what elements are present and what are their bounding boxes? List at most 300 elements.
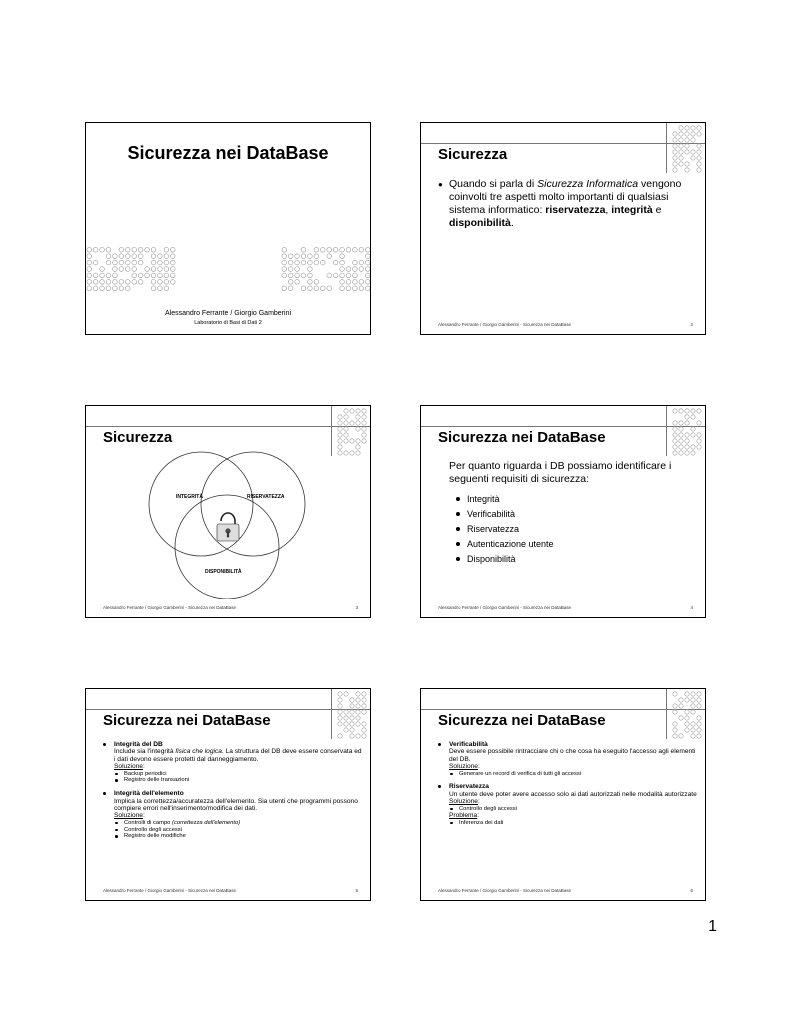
slide-title: Sicurezza [103, 429, 173, 446]
decor-dot [288, 260, 293, 265]
decor-dot [350, 716, 354, 720]
decor-dot [100, 247, 105, 252]
decor-dot [356, 451, 360, 455]
decor-dot [685, 698, 689, 702]
decor-dot [365, 286, 370, 291]
bullet: ● [438, 180, 443, 189]
slide-title: Sicurezza nei DataBase [438, 712, 606, 729]
header-rule [86, 709, 370, 710]
decor-dot [132, 254, 137, 259]
decor-dot [170, 267, 175, 272]
decor-dot [359, 267, 364, 272]
decor-dot [119, 267, 124, 272]
decor-dot [340, 267, 345, 272]
decor-dot [338, 421, 342, 425]
decor-dot [282, 247, 287, 252]
decor-dot [350, 734, 354, 738]
decor-dot [691, 409, 695, 413]
decor-dot [679, 409, 683, 413]
decor-dot [691, 451, 695, 455]
decor-dot [100, 273, 105, 278]
decor-dot [338, 710, 342, 714]
decor-dot [673, 445, 677, 449]
decor-dot [106, 247, 111, 252]
decor-dot [679, 704, 683, 708]
decor-dot [365, 280, 370, 285]
decor-dot [170, 247, 175, 252]
decor-dot [697, 162, 701, 166]
decor-dot [679, 126, 683, 130]
decor-dot [301, 260, 306, 265]
slide-body [103, 741, 363, 846]
decor-dot [697, 156, 701, 160]
decor-dot [679, 156, 683, 160]
slide-title: Sicurezza nei DataBase [438, 429, 606, 446]
decor-dot [164, 247, 169, 252]
decor-dot [164, 286, 169, 291]
decor-dot [685, 439, 689, 443]
decor-dot [288, 280, 293, 285]
decor-dot [87, 273, 92, 278]
decor-dot [685, 409, 689, 413]
decor-dot [106, 286, 111, 291]
decor-dot [113, 260, 118, 265]
slide-title: Sicurezza nei DataBase [103, 712, 271, 729]
decor-dot [338, 445, 342, 449]
decor-dot [132, 273, 137, 278]
decor-dot [673, 144, 677, 148]
decor-dot [346, 280, 351, 285]
decor-dot [673, 704, 677, 708]
decor-dot [679, 144, 683, 148]
solution-label: Soluzione: [449, 763, 480, 771]
authors: Alessandro Ferrante / Giorgio Gamberini [164, 310, 292, 317]
decor-dot [685, 421, 689, 425]
decor-dot [100, 280, 105, 285]
bullet [456, 542, 460, 546]
decor-dot [308, 273, 313, 278]
decor-dot [295, 280, 300, 285]
decor-dot [691, 415, 695, 419]
decor-dot [314, 247, 319, 252]
decor-dot [685, 150, 689, 154]
section-heading: Integrità del DB [103, 741, 363, 748]
decor-dot [679, 439, 683, 443]
decor-dot [350, 704, 354, 708]
decor-dot [350, 722, 354, 726]
decor-dot [145, 247, 150, 252]
header-rule-vertical [666, 406, 667, 456]
decor-dot [288, 273, 293, 278]
decor-dot [132, 267, 137, 272]
decor-dot [170, 260, 175, 265]
decor-dot [359, 286, 364, 291]
header-rule [86, 426, 370, 427]
decor-dot [308, 280, 313, 285]
decor-dot [356, 710, 360, 714]
decor-dot [308, 267, 313, 272]
decor-dot [673, 710, 677, 714]
list-item: Backup periodici [103, 771, 363, 778]
list-item: Controllo degli accessi [438, 806, 698, 813]
decor-dot [158, 273, 163, 278]
decor-dot [685, 710, 689, 714]
decor-dot [113, 273, 118, 278]
decor-dot [362, 698, 366, 702]
decor-dot [87, 260, 92, 265]
venn-label-integrita: INTEGRITÀ [176, 494, 203, 500]
decor-dot [353, 286, 358, 291]
decor-dot [685, 168, 689, 172]
list-item: Controlli di campo (correttezza dell'elemento) [103, 820, 363, 827]
decor-dot [350, 710, 354, 714]
decor-dot [362, 415, 366, 419]
decor-dot [338, 433, 342, 437]
bullet [103, 743, 106, 746]
decor-dot [338, 439, 342, 443]
decor-dot [353, 267, 358, 272]
decor-dot [151, 286, 156, 291]
decor-dot [113, 254, 118, 259]
header-rule-vertical [666, 123, 667, 173]
slide-6 [420, 688, 706, 901]
decor-dot [308, 286, 313, 291]
decor-dot [673, 421, 677, 425]
decor-dot [344, 728, 348, 732]
decor-dot [685, 716, 689, 720]
decor-dot [314, 260, 319, 265]
decor-dot [679, 421, 683, 425]
decor-dot [106, 280, 111, 285]
decor-dot [362, 734, 366, 738]
decor-dot [365, 254, 370, 259]
decor-dot [132, 260, 137, 265]
decor-dot [158, 260, 163, 265]
decor-dot [308, 260, 313, 265]
decor-dot [158, 267, 163, 272]
decor-dot [338, 698, 342, 702]
decor-dot [344, 710, 348, 714]
decor-dot [333, 273, 338, 278]
decor-dot [673, 168, 677, 172]
decor-dot [691, 704, 695, 708]
decor-dot [158, 280, 163, 285]
decor-dot [338, 704, 342, 708]
decor-dot [685, 138, 689, 142]
decor-dot [327, 273, 332, 278]
decor-dot [691, 734, 695, 738]
decor-dot [346, 273, 351, 278]
decor-dot [164, 267, 169, 272]
decor-dot [338, 692, 342, 696]
decor-dot [691, 722, 695, 726]
decor-dot [685, 722, 689, 726]
slide-number: 4 [690, 605, 693, 610]
decor-dot [113, 280, 118, 285]
decor-dot [282, 254, 287, 259]
decor-dot [356, 439, 360, 443]
decor-dot [87, 247, 92, 252]
decor-dot [697, 433, 701, 437]
decor-dot [362, 722, 366, 726]
decor-dot [362, 692, 366, 696]
decor-dot [353, 280, 358, 285]
decor-dot [691, 138, 695, 142]
decor-dot [685, 451, 689, 455]
decor-dot [288, 254, 293, 259]
decor-dot [333, 260, 338, 265]
decor-dot [93, 273, 98, 278]
decor-dot [158, 286, 163, 291]
list-item: Inferenza dei dati [438, 820, 698, 827]
decor-dot [338, 415, 342, 419]
decor-dot [119, 247, 124, 252]
decor-dot [164, 260, 169, 265]
decor-dot [340, 286, 345, 291]
decor-dot [691, 132, 695, 136]
decor-dot [338, 716, 342, 720]
decor-dot [673, 451, 677, 455]
decor-dot [350, 451, 354, 455]
decor-dot [350, 728, 354, 732]
decor-dot [125, 247, 130, 252]
decor-dot [697, 421, 701, 425]
decor-dot [673, 728, 677, 732]
decor-dot [346, 267, 351, 272]
slide-number: 2 [690, 322, 693, 327]
decor-dot [295, 254, 300, 259]
bullet [456, 512, 460, 516]
decor-dot [356, 734, 360, 738]
decor-dot [691, 126, 695, 130]
slide-number: 6 [690, 888, 693, 893]
decor-dot [685, 162, 689, 166]
decor-dot [327, 247, 332, 252]
decor-dot [344, 716, 348, 720]
solution-label: Soluzione: [114, 763, 145, 771]
decor-dot [340, 280, 345, 285]
section-text: Un utente deve poter avere accesso solo ai dati autorizzati nelle modalità autorizzate [449, 790, 697, 798]
decor-dot [301, 254, 306, 259]
decor-dot [344, 451, 348, 455]
decor-dot [301, 286, 306, 291]
decor-dot [113, 286, 118, 291]
decor-dot [362, 427, 366, 431]
slide-3 [85, 405, 371, 618]
decor-dot [132, 247, 137, 252]
decor-dot [350, 698, 354, 702]
problem-label: Problema: [449, 812, 480, 820]
decor-dot [170, 273, 175, 278]
list-item: Controllo degli accessi [103, 827, 363, 834]
venn-label-disponibilita: DISPONIBILITÀ [205, 569, 242, 575]
decor-dot [362, 421, 366, 425]
slide-number: 3 [355, 605, 358, 610]
section-auditability [438, 741, 698, 777]
decor-dot [164, 280, 169, 285]
slide-body [438, 741, 698, 833]
slide-footer: Alessandro Ferrante / Giorgio Gamberini - Sicurezza nei DataBase [103, 888, 237, 893]
decor-dot [106, 254, 111, 259]
decor-dot [170, 254, 175, 259]
decor-dot [93, 247, 98, 252]
slide-2 [420, 122, 706, 335]
decor-dot [356, 716, 360, 720]
section-heading: Riservatezza [438, 783, 698, 790]
decor-dot [362, 409, 366, 413]
decor-dot [125, 286, 130, 291]
decor-dot [314, 280, 319, 285]
decor-dot [353, 273, 358, 278]
decor-dot [365, 267, 370, 272]
corner-dot-pattern [671, 408, 703, 456]
decor-dot [679, 445, 683, 449]
decor-dot [170, 280, 175, 285]
decor-dot [679, 451, 683, 455]
bullet [456, 557, 460, 561]
slide-footer: Alessandro Ferrante / Giorgio Gamberini - Sicurezza nei DataBase [438, 322, 572, 327]
decor-dot [359, 280, 364, 285]
decor-dot [356, 409, 360, 413]
decor-dot [353, 247, 358, 252]
decor-dot [119, 260, 124, 265]
decor-dot [338, 451, 342, 455]
decor-dot [673, 439, 677, 443]
decor-dot [356, 421, 360, 425]
decor-dot [350, 409, 354, 413]
decor-dot [340, 273, 345, 278]
decor-dot [340, 254, 345, 259]
decor-dot [138, 254, 143, 259]
decor-dot [353, 260, 358, 265]
decor-dot [362, 710, 366, 714]
venn-label-riservatezza: RISERVATEZZA [247, 494, 285, 500]
decor-dot [673, 156, 677, 160]
decor-dot [87, 267, 92, 272]
decor-dot [356, 692, 360, 696]
header-rule-vertical [666, 689, 667, 739]
decor-dot [673, 162, 677, 166]
decor-dot [320, 260, 325, 265]
bullet [456, 497, 460, 501]
decor-dot [691, 433, 695, 437]
decor-dot [697, 704, 701, 708]
decor-dot [151, 280, 156, 285]
decor-dot [338, 427, 342, 431]
decor-dot [100, 267, 105, 272]
decor-dot [164, 273, 169, 278]
decor-dot [679, 734, 683, 738]
decor-dot [295, 273, 300, 278]
corner-dot-pattern [336, 691, 368, 739]
list-item: Disponibilità [456, 551, 554, 566]
decor-dot [679, 138, 683, 142]
decor-dot [344, 433, 348, 437]
slide-title: Sicurezza nei DataBase [127, 143, 329, 163]
decor-dot [119, 254, 124, 259]
list-item: Riservatezza [456, 521, 554, 536]
decor-dot [356, 445, 360, 449]
decor-dot [346, 286, 351, 291]
decor-dot [685, 132, 689, 136]
decor-dot [106, 273, 111, 278]
header-rule [421, 709, 705, 710]
padlock-icon [217, 513, 239, 541]
slide-footer: Alessandro Ferrante / Giorgio Gamberini - Sicurezza nei DataBase [438, 888, 572, 893]
decor-dot [119, 286, 124, 291]
slide-footer: Alessandro Ferrante / Giorgio Gamberini - Sicurezza nei DataBase [103, 605, 237, 610]
decor-dot [295, 267, 300, 272]
slide-5 [85, 688, 371, 901]
venn-diagram [141, 449, 311, 599]
decor-dot [691, 698, 695, 702]
decor-dot [365, 247, 370, 252]
decor-dot [344, 421, 348, 425]
decor-dot [138, 280, 143, 285]
decor-dot [673, 433, 677, 437]
venn-circle-disponibilita [175, 495, 279, 599]
decor-dot [320, 247, 325, 252]
header-rule-vertical [331, 689, 332, 739]
decor-dot [344, 409, 348, 413]
decor-dot [356, 704, 360, 708]
decor-dot [350, 439, 354, 443]
decor-dot [138, 273, 143, 278]
decor-dot [106, 260, 111, 265]
decor-dot [691, 728, 695, 732]
decor-dot [333, 247, 338, 252]
decor-dot [125, 260, 130, 265]
decor-dot [685, 728, 689, 732]
section-heading: Integrità dell'elemento [103, 790, 363, 797]
list-item: Generare un record di verifica di tutti gli accessi [438, 771, 698, 778]
decor-dot [685, 445, 689, 449]
slide-intro: Per quanto riguarda i DB possiamo identificare i seguenti requisiti di sicurezza: [449, 460, 672, 485]
decor-dot [697, 728, 701, 732]
decor-dot [691, 445, 695, 449]
corner-dot-pattern [336, 408, 368, 456]
decor-dot [691, 692, 695, 696]
decor-dot [691, 710, 695, 714]
decor-dot [697, 692, 701, 696]
decor-dot [151, 247, 156, 252]
decor-dot [87, 254, 92, 259]
decor-dot [327, 286, 332, 291]
decor-dot [365, 273, 370, 278]
decor-dot [697, 716, 701, 720]
decor-dot [301, 247, 306, 252]
decor-dot [282, 260, 287, 265]
decor-dot [282, 273, 287, 278]
decor-dot [301, 273, 306, 278]
decor-dot [356, 722, 360, 726]
dot-pattern-right [281, 240, 371, 298]
header-rule-vertical [331, 406, 332, 456]
decor-dot [113, 267, 118, 272]
dot-pattern-left [86, 240, 176, 298]
decor-dot [119, 280, 124, 285]
decor-dot [679, 716, 683, 720]
header-rule [421, 143, 705, 144]
list-item: Registro delle modifiche [103, 833, 363, 840]
decor-dot [338, 734, 342, 738]
solution-label: Soluzione: [449, 798, 480, 806]
decor-dot [697, 698, 701, 702]
decor-dot [145, 273, 150, 278]
section-confidentiality [438, 783, 698, 826]
corner-dot-pattern [671, 691, 703, 739]
decor-dot [697, 445, 701, 449]
